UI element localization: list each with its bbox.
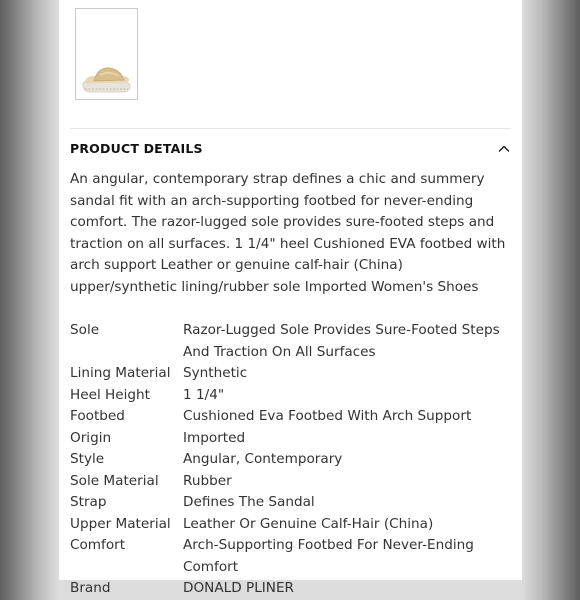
spec-value: Synthetic xyxy=(183,365,248,381)
spec-value: DONALD PLINER xyxy=(183,580,294,596)
spec-row xyxy=(70,514,520,536)
spec-label: Upper Material xyxy=(70,515,171,532)
spec-row xyxy=(70,363,520,385)
spec-value: 1 1/4" xyxy=(183,386,225,403)
chevron-up-icon[interactable] xyxy=(496,141,512,157)
spec-value: Angular, Contemporary xyxy=(183,451,343,467)
spec-label: Brand xyxy=(70,580,111,596)
spec-label: Lining Material xyxy=(70,365,171,381)
spec-row xyxy=(70,406,520,428)
spec-row xyxy=(70,320,520,363)
spec-label: Sole xyxy=(70,322,100,338)
spec-label: Strap xyxy=(70,494,107,510)
spec-value: Defines The Sandal xyxy=(183,494,315,510)
section-divider xyxy=(70,128,511,129)
spec-row xyxy=(70,385,520,407)
spec-value: Cushioned Eva Footbed With Arch Support xyxy=(183,408,472,424)
spec-row xyxy=(70,449,520,471)
product-details-panel xyxy=(59,0,522,596)
spec-value: Rubber xyxy=(183,472,232,489)
spec-value: Leather Or Genuine Calf-Hair (China) xyxy=(183,515,434,532)
spec-row xyxy=(70,428,520,450)
spec-table xyxy=(70,320,520,600)
spec-label: Sole Material xyxy=(70,472,159,489)
spec-value: Arch-Supporting Footbed For Never-Ending Comfort xyxy=(183,537,474,575)
sandal-image xyxy=(76,9,137,99)
spec-label: Comfort xyxy=(70,537,126,553)
spec-label: Heel Height xyxy=(70,386,150,403)
section-title: PRODUCT DETAILS xyxy=(70,141,203,156)
product-thumbnail[interactable] xyxy=(75,8,138,100)
spec-row xyxy=(70,471,520,493)
spec-label: Style xyxy=(70,451,105,467)
product-description: An angular, contemporary strap defines a chic and summery sandal fit with an arch-supporting footbed for never-ending comfort. The razor-lugged sole provides sure-footed steps and traction on all surfaces. 1 1/4" heel Cushioned EVA footbed with arch support Leather or genuine calf-hair (China) upper/synthetic lining/rubber sole Imported Women's Shoes xyxy=(70,171,506,295)
spec-row xyxy=(70,492,520,514)
spec-row xyxy=(70,578,520,600)
spec-label: Footbed xyxy=(70,408,125,424)
spec-value: Razor-Lugged Sole Provides Sure-Footed Steps And Traction On All Surfaces xyxy=(183,322,500,360)
spec-label: Origin xyxy=(70,429,112,446)
spec-row xyxy=(70,535,520,578)
spec-value: Imported xyxy=(183,429,246,446)
